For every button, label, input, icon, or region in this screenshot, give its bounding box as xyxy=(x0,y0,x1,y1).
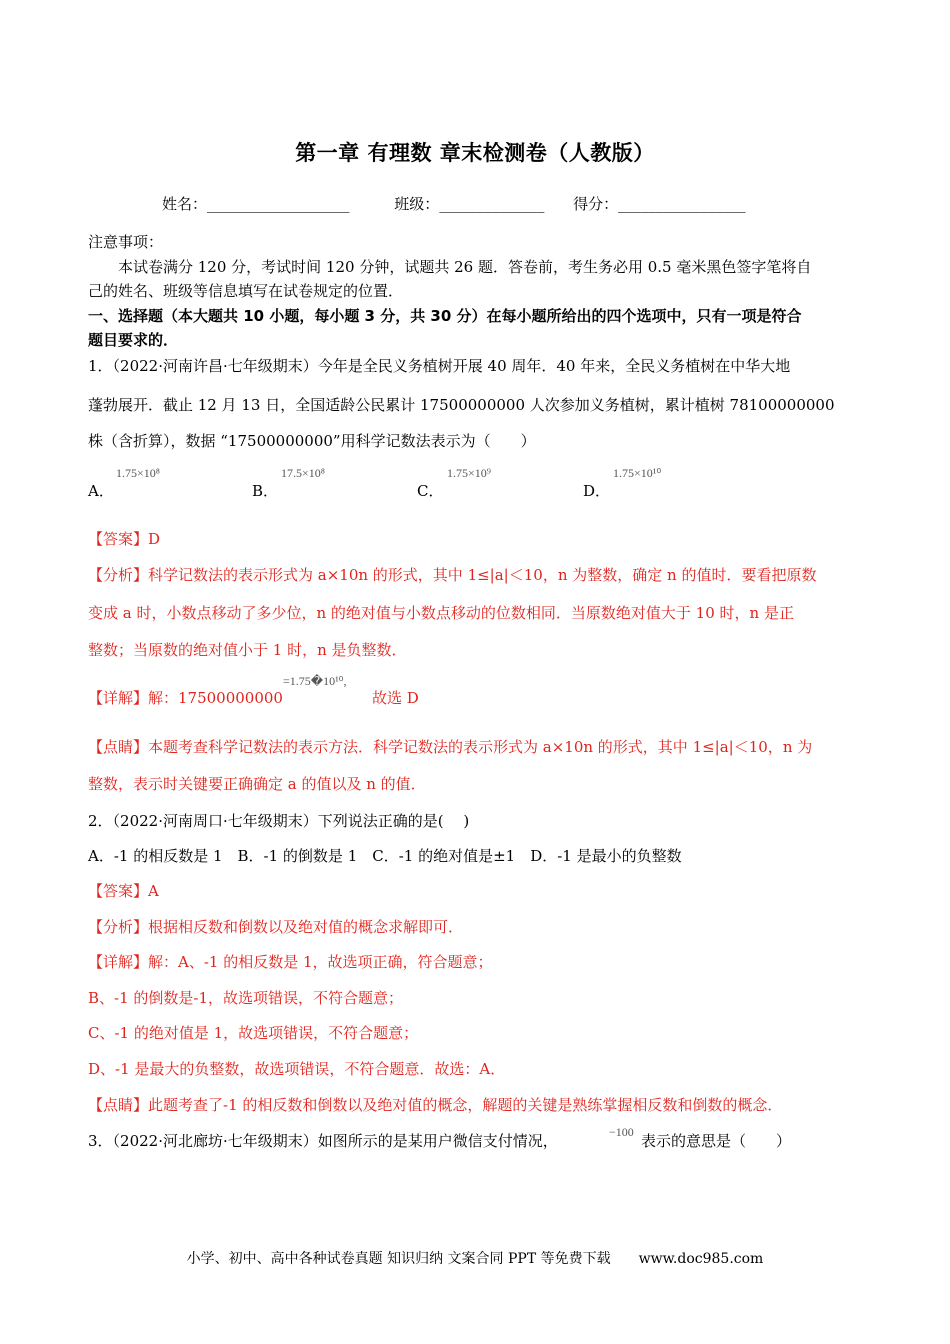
section-heading-2: 题目要求的． xyxy=(88,331,179,349)
q2-detail-3: C、-1 的绝对值是 1，故选项错误，不符合题意； xyxy=(88,1024,419,1042)
q1-line-1: 1．（2022·河南许昌·七年级期末）今年是全民义务植树开展 40 周年．40 年来，全民义务植树在中华大地 xyxy=(88,357,791,375)
class-label: 班级： xyxy=(394,195,440,213)
q1-option-a-math: 1.75×10⁸ xyxy=(116,466,160,480)
score-label: 得分： xyxy=(573,195,619,213)
q1-option-c-label: C． xyxy=(417,482,444,500)
q2-detail-2: B、-1 的倒数是-1，故选项错误，不符合题意； xyxy=(88,989,404,1007)
q1-option-b-label: B． xyxy=(252,482,279,500)
q2-line-1: 2．（2022·河南周口·七年级期末）下列说法正确的是( ) xyxy=(88,812,470,830)
q1-line-3: 株（含折算），数据 “17500000000”用科学记数法表示为（ ） xyxy=(88,432,536,450)
q1-option-b-math: 17.5×10⁸ xyxy=(281,466,325,480)
q1-point-1: 【点睛】本题考查科学记数法的表示方法．科学记数法的表示形式为 a×10n 的形式，其中 1≤|a|＜10，n 为 xyxy=(88,738,813,756)
q2-answer: 【答案】A xyxy=(88,882,159,900)
notes-line-1: 本试卷满分 120 分，考试时间 120 分钟，试题共 26 题．答卷前，考生务必用 0.5 毫米黑色签字笔将自 xyxy=(118,258,812,276)
q3-line-prefix: 3．（2022·河北廊坊·七年级期末）如图所示的是某用户微信支付情况， xyxy=(88,1132,558,1150)
q1-analysis-3: 整数；当原数的绝对值小于 1 时，n 是负整数． xyxy=(88,641,407,659)
page-title: 第一章 有理数 章末检测卷（人教版） xyxy=(295,141,655,165)
page-footer: 小学、初中、高中各种试卷真题 知识归纳 文案合同 PPT 等免费下载 www.doc985.com xyxy=(186,1251,764,1267)
q1-analysis-2: 变成 a 时，小数点移动了多少位，n 的绝对值与小数点移动的位数相同．当原数绝对值大于 10 时，n 是正 xyxy=(88,604,794,622)
q2-detail-1: 【详解】解：A、-1 的相反数是 1，故选项正确，符合题意； xyxy=(88,953,493,971)
q1-line-2: 蓬勃展开．截止 12 月 13 日，全国适龄公民累计 17500000000 人次参加义务植树，累计植树 78100000000 xyxy=(88,396,835,414)
q1-option-d-label: D． xyxy=(583,482,611,500)
notes-heading: 注意事项： xyxy=(88,233,164,251)
score-blank: _________________ xyxy=(618,195,746,213)
q1-detail-suffix: 故选 D xyxy=(372,689,419,707)
q1-option-a-label: A． xyxy=(88,482,114,500)
q1-option-d-math: 1.75×10¹⁰ xyxy=(613,466,662,480)
notes-line-2: 己的姓名、班级等信息填写在试卷规定的位置． xyxy=(88,282,404,300)
q1-option-c-math: 1.75×10⁹ xyxy=(447,466,491,480)
q1-analysis-1: 【分析】科学记数法的表示形式为 a×10n 的形式，其中 1≤|a|＜10，n 为整数，确定 n 的值时．要看把原数 xyxy=(88,566,817,584)
q3-line-suffix: 表示的意思是（ ） xyxy=(641,1132,792,1150)
q2-options: A．-1 的相反数是 1 B．-1 的倒数是 1 C．-1 的绝对值是±1 D．-1 是最小的负整数 xyxy=(88,847,682,865)
q1-point-2: 整数，表示时关键要正确确定 a 的值以及 n 的值． xyxy=(88,775,426,793)
q1-detail-math: =1.75�10¹⁰, xyxy=(283,674,347,688)
class-blank: ______________ xyxy=(439,195,545,213)
q2-analysis: 【分析】根据相反数和倒数以及绝对值的概念求解即可． xyxy=(88,918,464,936)
name-label: 姓名： xyxy=(162,195,208,213)
q2-point: 【点睛】此题考查了-1 的相反数和倒数以及绝对值的概念，解题的关键是熟练掌握相反数和倒数的概念． xyxy=(88,1096,783,1114)
student-info-row xyxy=(162,193,746,214)
q2-detail-4: D、-1 是最大的负整数，故选项错误，不符合题意．故选：A． xyxy=(88,1060,506,1078)
name-blank: ___________________ xyxy=(207,195,350,213)
section-heading-1: 一、选择题（本大题共 10 小题，每小题 3 分，共 30 分）在每小题所给出的四个选项中，只有一项是符合 xyxy=(88,307,802,325)
q3-line-math: −100 xyxy=(609,1125,634,1139)
q1-answer: 【答案】D xyxy=(88,530,161,548)
q1-detail-prefix: 【详解】解：17500000000 xyxy=(88,689,283,707)
